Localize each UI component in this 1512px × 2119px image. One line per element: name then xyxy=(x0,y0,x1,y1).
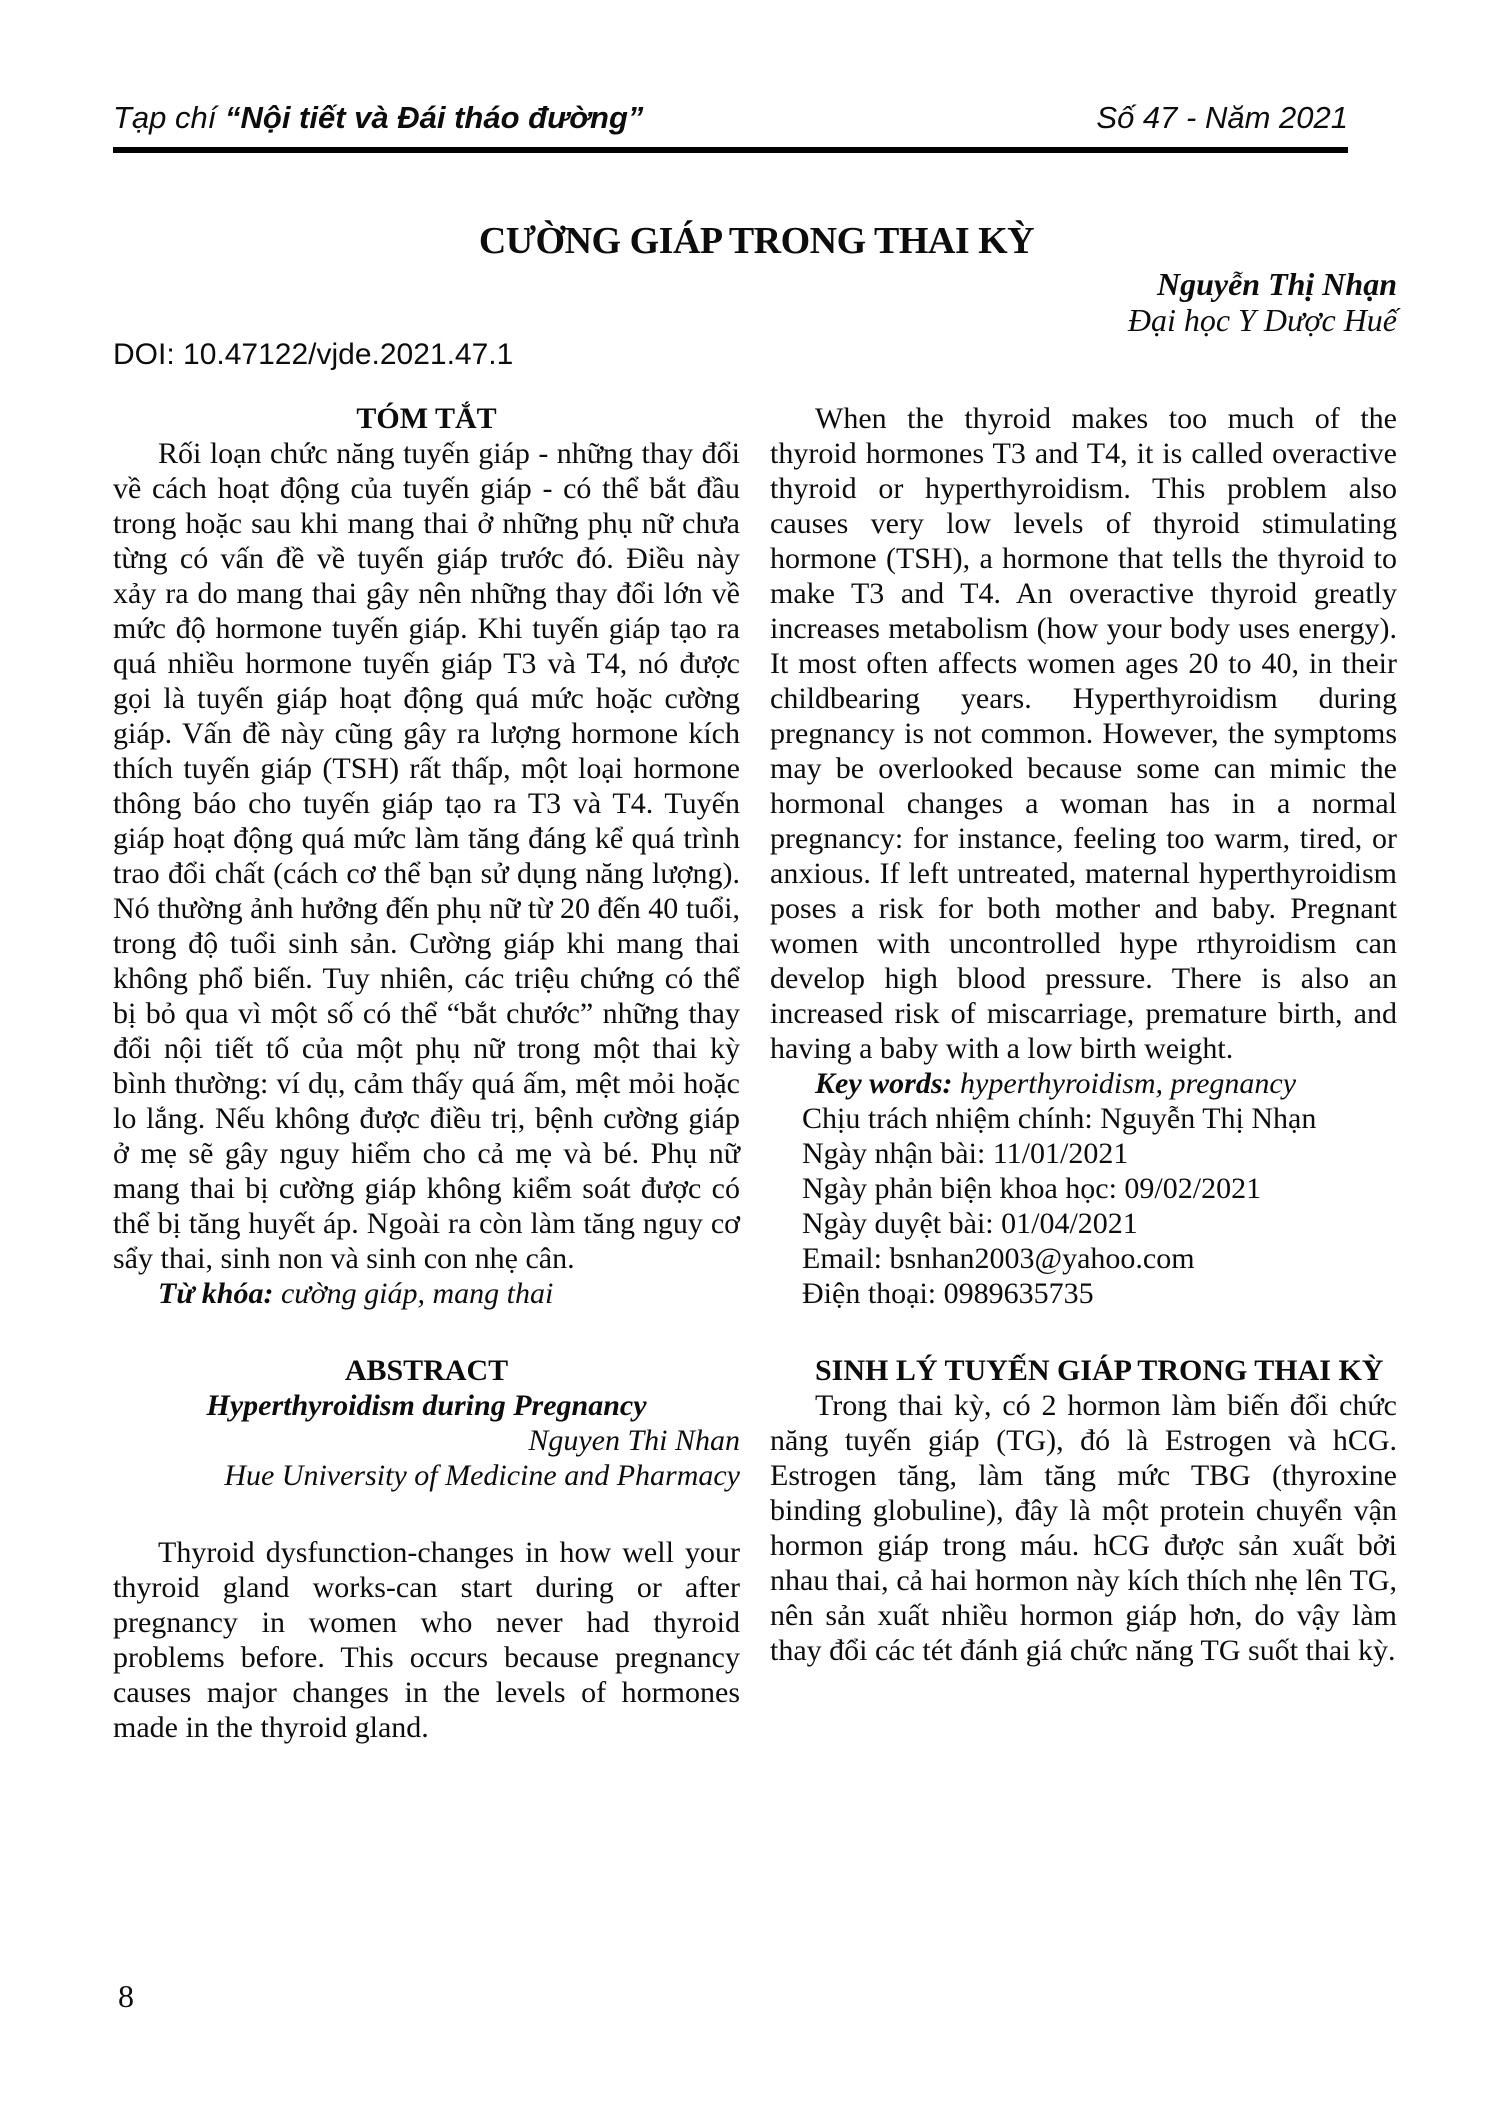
left-column xyxy=(113,401,740,1745)
issue-label: Số 47 - Năm 2021 xyxy=(1096,100,1348,135)
section-paragraph: Trong thai kỳ, có 2 hormon làm biến đổi chức năng tuyến giáp (TG), đó là Estrogen và hCG. Estrogen tăng, làm tăng mức TBG (thyroxine binding globuline), đây là một protein chuyển vận hormon giáp trong máu. hCG được sản xuất bởi nhau thai, cả hai hormon này kích thích nhẹ lên TG, nên sản xuất nhiều hormon giáp hơn, do vậy làm thay đổi các tét đánh giá chức năng TG suốt thai kỳ. xyxy=(770,1389,1397,1667)
meta-accepted-date: Ngày duyệt bài: 01/04/2021 xyxy=(802,1207,1138,1240)
keywords-line-en xyxy=(770,1066,1397,1101)
keywords-line-vi xyxy=(113,1276,740,1311)
header-rule xyxy=(113,147,1348,153)
keywords-label-vi: Từ khóa: xyxy=(158,1277,274,1310)
keywords-text-en: hyperthyroidism, pregnancy xyxy=(952,1067,1297,1100)
meta-responsible: Chịu trách nhiệm chính: Nguyễn Thị Nhạn xyxy=(802,1102,1317,1135)
abstract-heading: ABSTRACT xyxy=(344,1354,509,1387)
abstract-subtitle: Hyperthyroidism during Pregnancy xyxy=(206,1389,647,1422)
author-name: Nguyễn Thị Nhạn xyxy=(1156,266,1397,302)
running-header xyxy=(113,100,1348,136)
spacer xyxy=(113,1311,740,1353)
page-number: 8 xyxy=(118,1978,134,2014)
right-column xyxy=(770,401,1397,1668)
abstract-paragraph: Thyroid dysfunction-changes in how well your thyroid gland works-can start during or after pregnancy in women who never had thyroid problems before. This occurs because pregnancy causes major changes in the levels of hormones made in the thyroid gland. xyxy=(113,1536,740,1744)
spacer xyxy=(770,1311,1397,1353)
section-heading: SINH LÝ TUYẾN GIÁP TRONG THAI KỲ xyxy=(815,1354,1384,1387)
article-title: CƯỜNG GIÁP TRONG THAI KỲ xyxy=(478,220,1035,262)
doi-line: DOI: 10.47122/vjde.2021.47.1 xyxy=(113,338,514,371)
journal-title-name: “Nội tiết và Đái tháo đường” xyxy=(225,100,644,135)
meta-email: Email: bsnhan2003@yahoo.com xyxy=(802,1242,1195,1275)
keywords-text-vi: cường giáp, mang thai xyxy=(273,1277,554,1310)
keywords-label-en: Key words: xyxy=(815,1067,953,1100)
journal-title xyxy=(113,100,643,136)
tom-tat-paragraph: Rối loạn chức năng tuyến giáp - những thay đổi về cách hoạt động của tuyến giáp - có thể bắt đầu trong hoặc sau khi mang thai ở những phụ nữ chưa từng có vấn đề về tuyến giáp trước đó. Điều này xảy ra do mang thai gây nên những thay đổi lớn về mức độ hormone tuyến giáp. Khi tuyến giáp tạo ra quá nhiều hormone tuyến giáp T3 và T4, nó được gọi là tuyến giáp hoạt động quá mức hoặc cường giáp. Vấn đề này cũng gây ra lượng hormone kích thích tuyến giáp (TSH) rất thấp, một loại hormone thông báo cho tuyến giáp tạo ra T3 và T4. Tuyến giáp hoạt động quá mức làm tăng đáng kể quá trình trao đổi chất (cách cơ thể bạn sử dụng năng lượng). Nó thường ảnh hưởng đến phụ nữ từ 20 đến 40 tuổi, trong độ tuổi sinh sản. Cường giáp khi mang thai không phổ biến. Tuy nhiên, các triệu chứng có thể bị bỏ qua vì một số có thể “bắt chước” những thay đổi nội tiết tố của một phụ nữ trong một thai kỳ bình thường: ví dụ, cảm thấy quá ấm, mệt mỏi hoặc lo lắng. Nếu không được điều trị, bệnh cường giáp ở mẹ sẽ gây nguy hiểm cho cả mẹ và bé. Phụ nữ mang thai bị cường giáp không kiểm soát được có thể bị tăng huyết áp. Ngoài ra còn làm tăng nguy cơ sẩy thai, sinh non và sinh con nhẹ cân. xyxy=(113,437,740,1275)
abstract-author: Nguyen Thi Nhan xyxy=(528,1424,740,1457)
journal-title-prefix: Tạp chí xyxy=(113,100,225,135)
author-affiliation: Đại học Y Dược Huế xyxy=(1127,302,1397,338)
meta-phone: Điện thoại: 0989635735 xyxy=(802,1277,1094,1310)
tom-tat-heading: TÓM TẮT xyxy=(356,402,497,435)
meta-review-date: Ngày phản biện khoa học: 09/02/2021 xyxy=(802,1172,1262,1205)
intro-paragraph: When the thyroid makes too much of the thyroid hormones T3 and T4, it is called overactive thyroid or hyperthyroidism. This problem also causes very low levels of thyroid stimulating hormone (TSH), a hormone that tells the thyroid to make T3 and T4. An overactive thyroid greatly increases metabolism (how your body uses energy). It most often affects women ages 20 to 40, in their childbearing years. Hyperthyroidism during pregnancy is not common. However, the symptoms may be overlooked because some can mimic the hormonal changes a woman has in a normal pregnancy: for instance, feeling too warm, tired, or anxious. If left untreated, maternal hyperthyroidism poses a risk for both mother and baby. Pregnant women with uncontrolled hype rthyroidism can develop high blood pressure. There is also an increased risk of miscarriage, premature birth, and having a baby with a low birth weight. xyxy=(770,402,1397,1065)
abstract-affiliation: Hue University of Medicine and Pharmacy xyxy=(224,1459,740,1492)
author-block xyxy=(113,266,1397,338)
meta-received-date: Ngày nhận bài: 11/01/2021 xyxy=(802,1137,1129,1170)
spacer xyxy=(113,1493,740,1535)
